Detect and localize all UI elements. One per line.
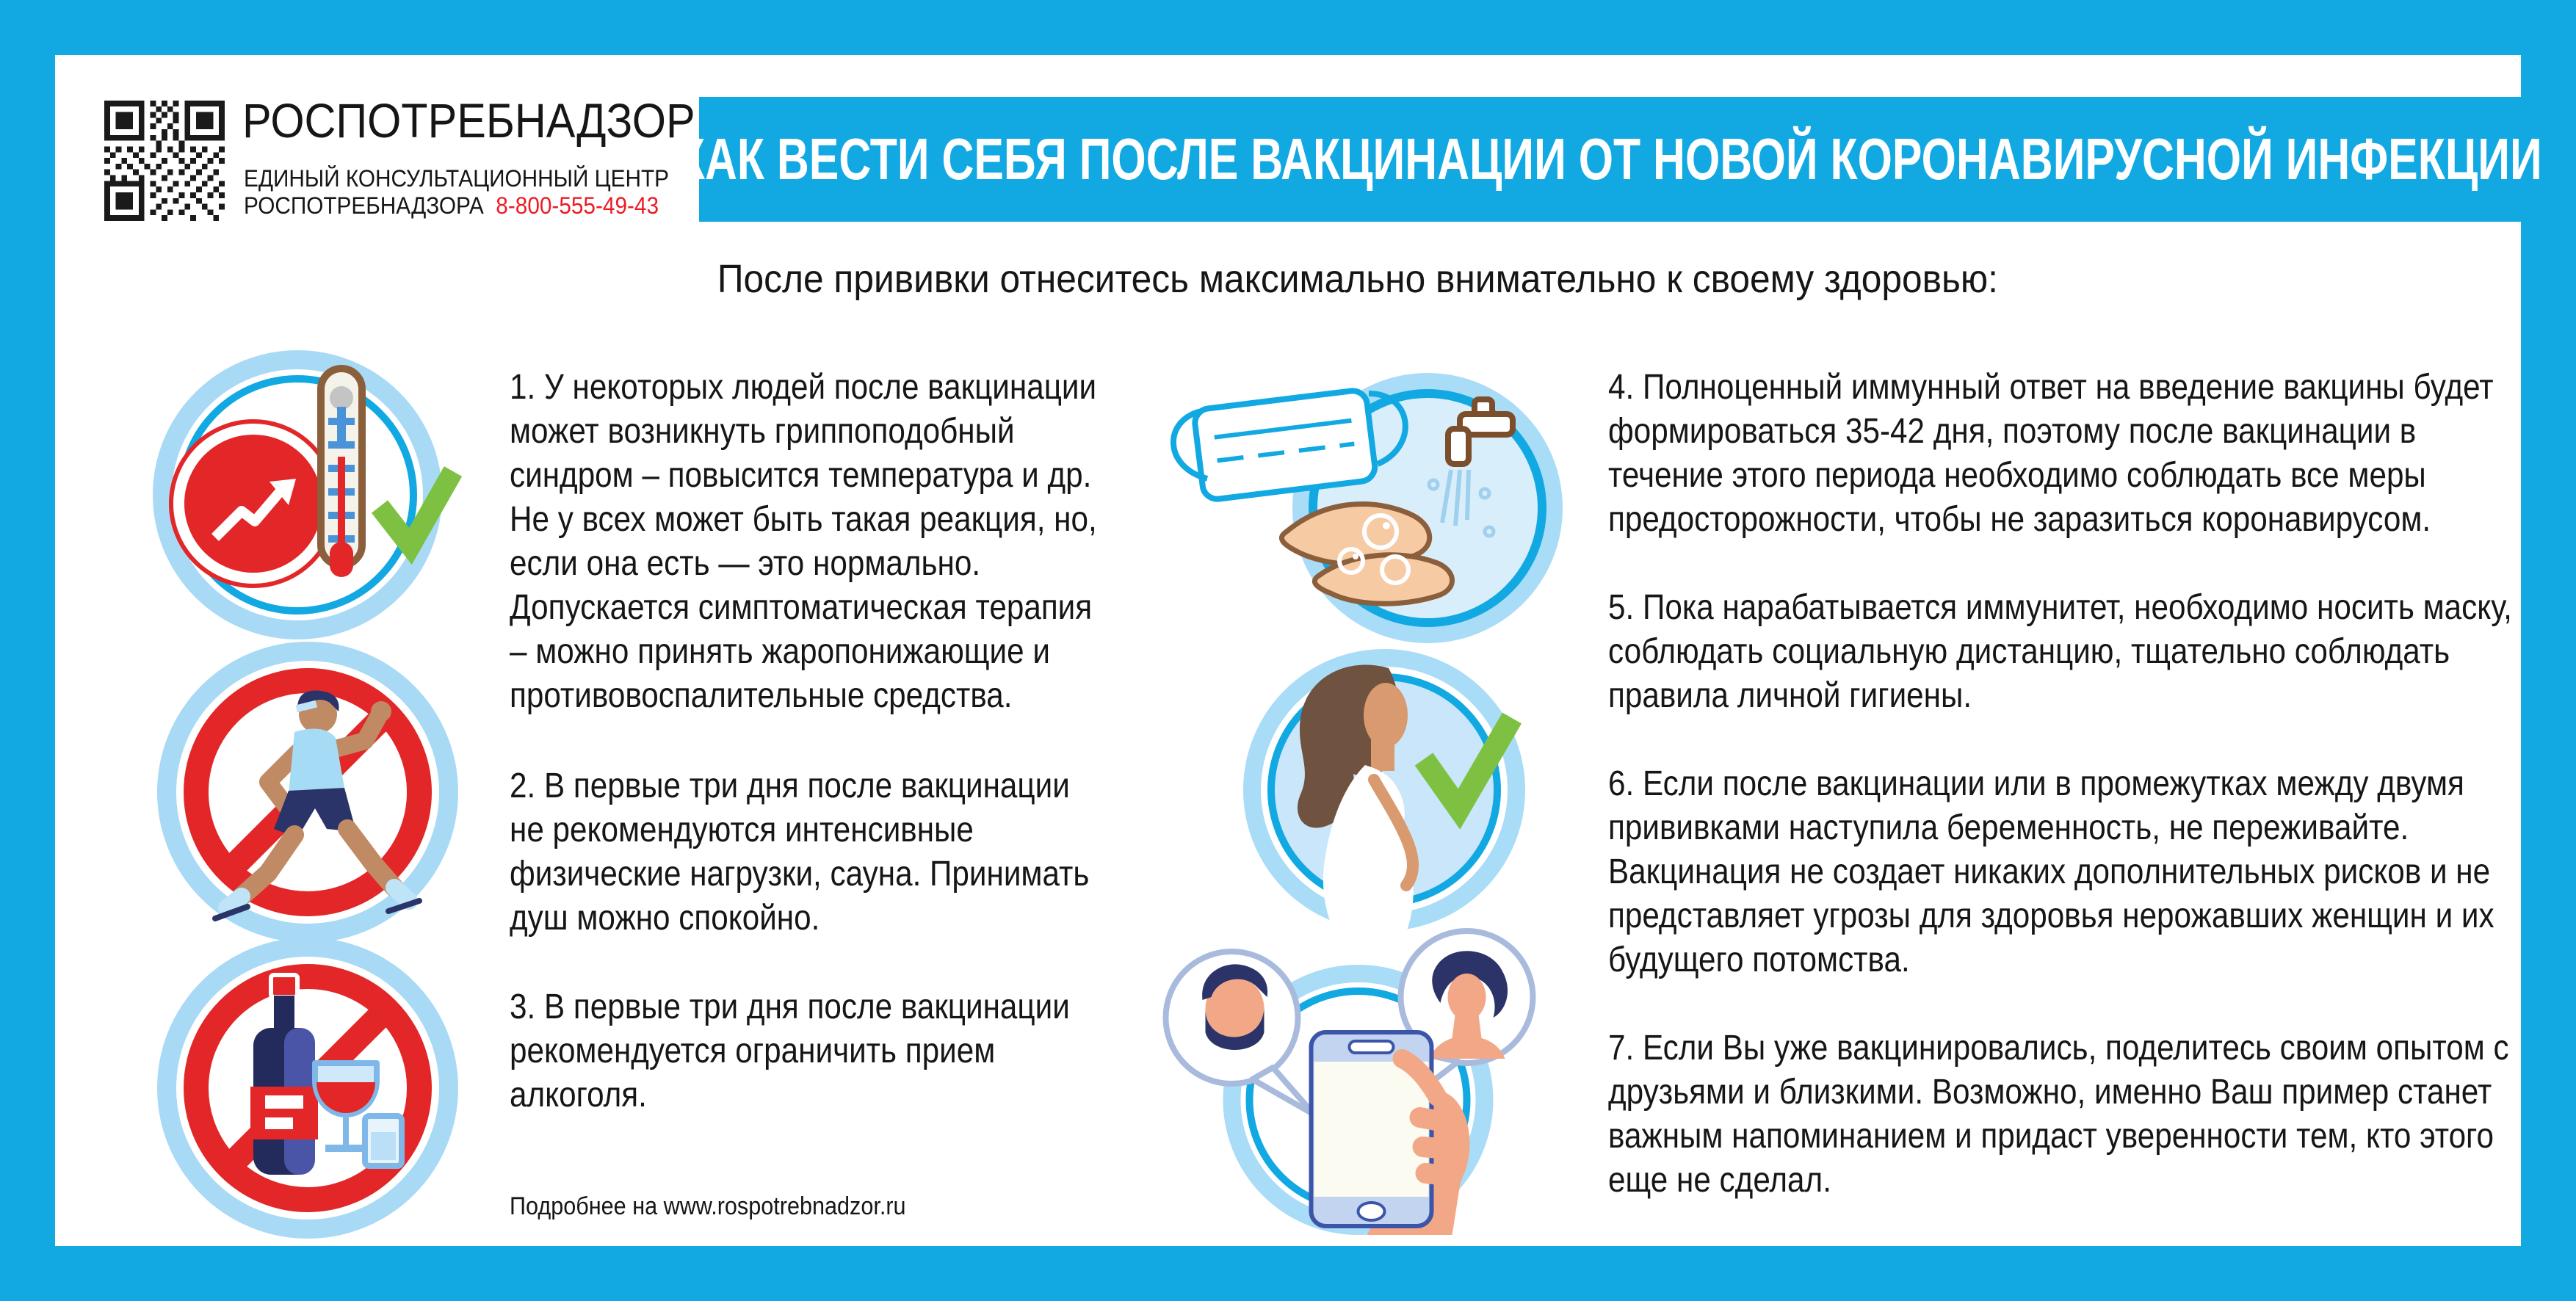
org-subtitle-line2-label: РОСПОТРЕБНАДЗОРА (244, 192, 484, 219)
title-banner (678, 97, 2542, 222)
advice-item-6: 6. Если после вакцинации или в промежутках между двумя прививками наступила беременность, не переживайте. Вакцинация не создает никаких дополнительных рисков и не представляет угрозы для здоровья нерожавших женщин и их будущего потомства. (1608, 764, 2494, 979)
pregnancy-ok-icon (1215, 645, 1553, 937)
mask-handwash-icon (1146, 344, 1571, 661)
advice-item-7: 7. Если Вы уже вакцинировались, поделитесь своим опытом с друзьями и близкими. Возможно, именно Ваш пример станет важным напоминанием и придаст уверенности тем, кто этого еще не сделал. (1608, 1029, 2509, 1200)
advice-item-1: 1. У некоторых людей после вакцинации может возникнуть гриппоподобный синдром – повысится температура и др. Не у всех может быть такая реакция, но, если она есть — это нормально. Допускается симптоматическая терапия – можно принять жаропонижающие и противовоспалительные средства. (510, 368, 1097, 715)
no-alcohol-icon (151, 931, 466, 1247)
org-subtitle-line2 (244, 191, 659, 220)
page-title: КАК ВЕСТИ СЕБЯ ПОСЛЕ ВАКЦИНАЦИИ ОТ НОВОЙ КОРОНАВИРУСНОЙ ИНФЕКЦИИ (678, 126, 2542, 192)
advice-item-4: 4. Полноценный иммунный ответ на введение вакцины будет формироваться 35-42 дня, поэтому после вакцинации в течение этого периода необходимо соблюдать все меры предосторожности, чтобы не заразиться коронавирусом. (1608, 368, 2494, 539)
org-name: РОСПОТРЕБНАДЗОР (242, 93, 695, 148)
advice-item-2: 2. В первые три дня после вакцинации не рекомендуются интенсивные физические нагрузки, сауна. Принимать душ можно спокойно. (510, 767, 1090, 938)
footer-note: Подробнее на www.rospotrebnadzor.ru (510, 1192, 906, 1220)
advice-item-3: 3. В первые три дня после вакцинации рекомендуется ограничить прием алкоголя. (510, 987, 1070, 1115)
temperature-ok-icon (151, 330, 466, 646)
advice-item-5: 5. Пока нарабатывается иммунитет, необходимо носить маску, соблюдать социальную дистанцию, тщательно соблюдать правила личной гигиены. (1608, 588, 2512, 715)
subtitle: После прививки отнеситесь максимально внимательно к своему здоровью: (717, 257, 1999, 301)
phone-number: 8-800-555-49-43 (496, 192, 659, 219)
org-subtitle-line1: ЕДИНЫЙ КОНСУЛЬТАЦИОННЫЙ ЦЕНТР (244, 165, 669, 192)
share-phone-icon (1149, 924, 1549, 1235)
qr-code-icon (104, 101, 225, 221)
subtitle-row (55, 255, 2521, 303)
no-running-icon (151, 635, 466, 951)
